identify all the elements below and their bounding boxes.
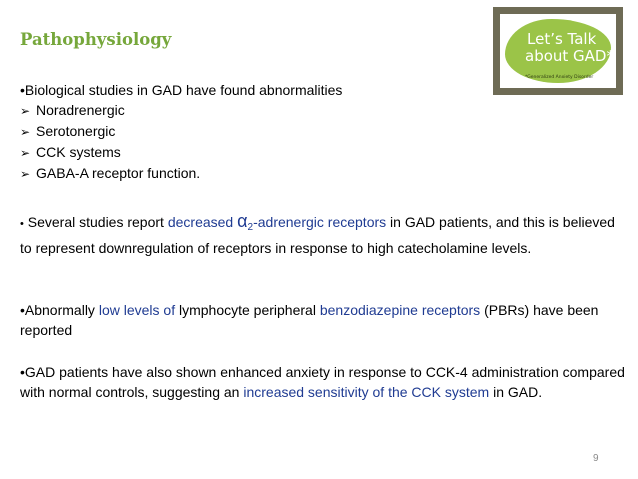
logo-text-line2: about GAD* [525, 47, 614, 65]
highlight-text: decreased [167, 214, 238, 230]
list-item-label: GABA-A receptor function. [36, 165, 201, 181]
text-run: in GAD. [489, 384, 543, 400]
logo-speech-blob [505, 19, 614, 83]
text-run: lymphocyte peripheral [175, 302, 320, 318]
arrow-bullet-icon: ➢ [20, 125, 31, 139]
text-run: •Abnormally [20, 302, 99, 318]
bullet-glyph: • [20, 218, 24, 230]
highlight-text: low levels of [98, 302, 176, 318]
highlight-text: benzodiazepine receptors [319, 302, 481, 318]
text-run: (PBRs) have been reported [20, 302, 599, 338]
text-run: Several studies report [23, 214, 168, 230]
list-item [20, 121, 342, 142]
intro-block [20, 80, 342, 184]
page-number: 9 [593, 453, 599, 464]
logo-footnote: *Generalized Anxiety Disorder [525, 75, 594, 80]
list-item-label: CCK systems [36, 144, 121, 160]
list-item [20, 142, 342, 163]
list-item [20, 163, 342, 184]
intro-lead: •Biological studies in GAD have found abnormalities [20, 82, 343, 98]
highlight-text: -adrenergic receptors [253, 214, 387, 230]
arrow-bullet-icon: ➢ [20, 146, 31, 160]
paragraph-adrenergic [20, 211, 625, 258]
arrow-bullet-icon: ➢ [20, 104, 31, 118]
arrow-bullet-icon: ➢ [20, 167, 31, 181]
list-item-label: Noradrenergic [36, 102, 125, 118]
subscript-2: 2 [247, 222, 254, 233]
alpha-symbol: α [237, 211, 248, 231]
list-item-label: Serotonergic [36, 123, 116, 139]
text-run: •GAD patients have also shown enhanced anxiety in response to CCK-4 administration compared with normal controls, suggesting an [20, 364, 625, 400]
paragraph-pbr [20, 300, 625, 340]
paragraph-cck [20, 362, 632, 402]
lets-talk-about-gad-logo [493, 7, 623, 95]
highlight-text: increased sensitivity of the CCK system [243, 384, 490, 400]
list-item [20, 100, 342, 121]
text-run: in GAD patients, and this is believed to represent downregulation of receptors in response to high catecholamine levels. [20, 214, 615, 256]
logo-text-line1: Let’s Talk [527, 30, 597, 48]
slide-title: Pathophysiology [20, 30, 172, 49]
